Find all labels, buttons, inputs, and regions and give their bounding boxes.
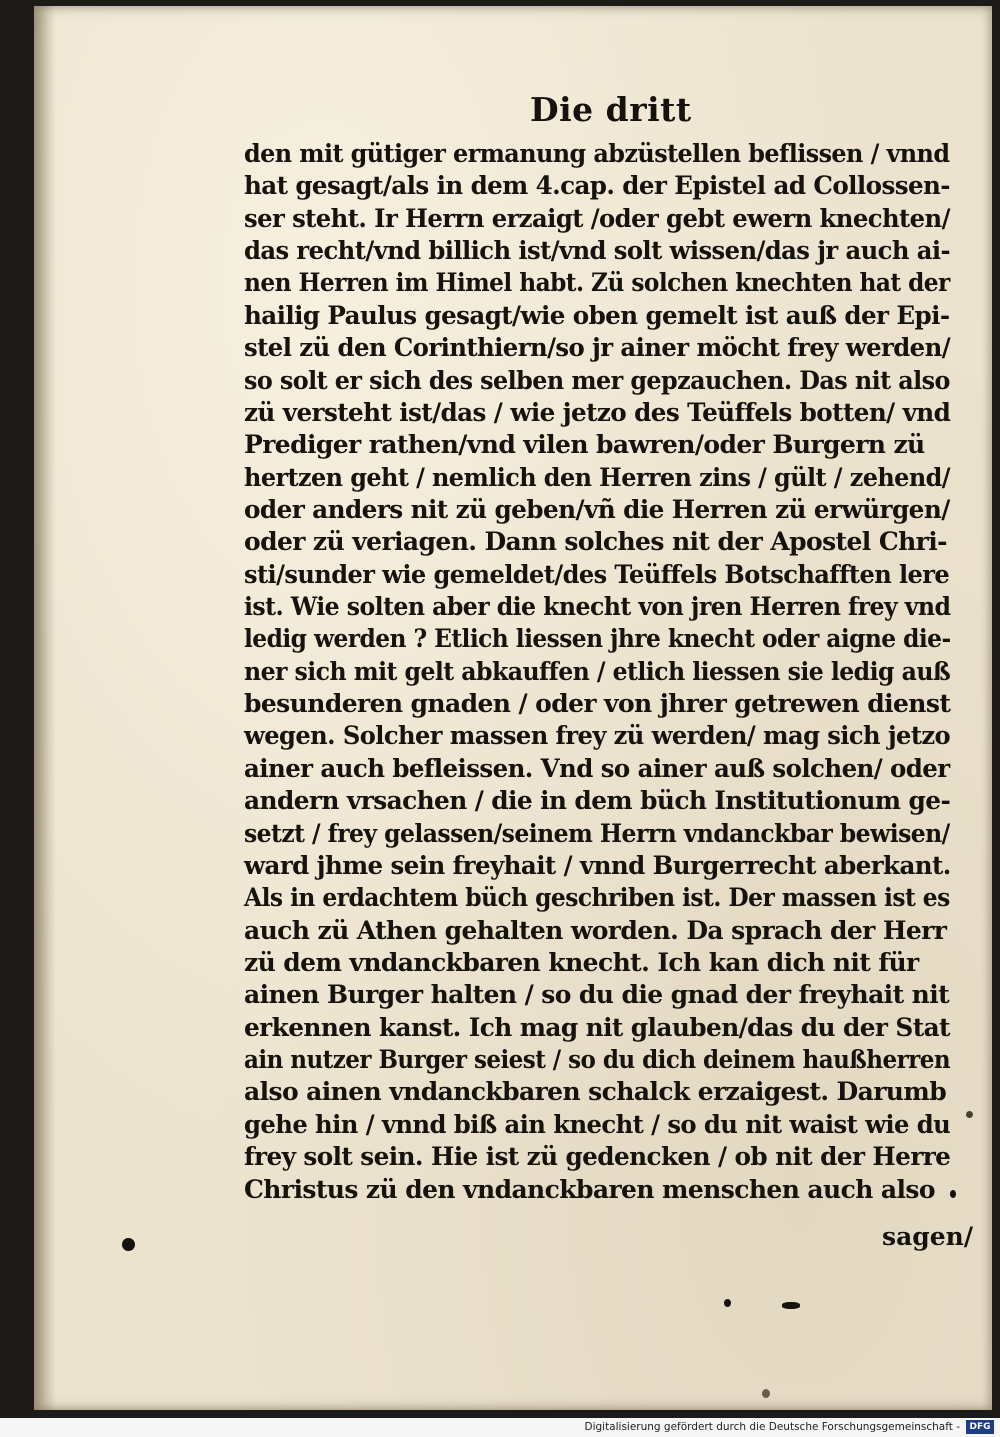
text-line: zü dem vndanckbaren knecht. Ich kan dich nit für: [244, 947, 919, 977]
text-line: stel zü den Corinthiern/so jr ainer möcht frey werden/: [244, 333, 951, 363]
text-line: hertzen geht / nemlich den Herren zins / gült / zehend/: [244, 462, 950, 492]
text-line: gehe hin / vnnd biß ain knecht / so du nit waist wie du: [244, 1109, 951, 1139]
text-line: oder zü veriagen. Dann solches nit der Apostel Chri-: [244, 527, 947, 557]
text-line: hailig Paulus gesagt/wie oben gemelt ist auß der Epi-: [244, 300, 950, 330]
text-line: wegen. Solcher massen frey zü werden/ mag sich jetzo: [244, 721, 951, 751]
body-text: [244, 138, 950, 1206]
running-head: Die dritt: [530, 90, 692, 129]
dfg-logo-icon: DFG: [966, 1420, 994, 1434]
ink-blot: [724, 1299, 731, 1307]
text-line: Als in erdachtem büch geschriben ist. Der massen ist es: [244, 883, 950, 913]
text-line: also ainen vndanckbaren schalck erzaigest. Darumb: [244, 1077, 947, 1107]
text-line: ser steht. Ir Herrn erzaigt /oder gebt ewern knechten/: [244, 203, 950, 233]
ink-blot: [762, 1389, 770, 1398]
text-line: nen Herren im Himel habt. Zü solchen knechten hat der: [244, 268, 950, 298]
text-line: ain nutzer Burger seiest / so du dich deinem haußherren: [244, 1045, 951, 1075]
text-line: oder anders nit zü geben/vñ die Herren zü erwürgen/: [244, 494, 950, 524]
text-line: ward jhme sein freyhait / vnnd Burgerrecht aberkant.: [244, 850, 951, 880]
book-page: [34, 6, 992, 1410]
text-line: sti/sunder wie gemeldet/des Teüffels Botschafften lere: [244, 559, 950, 589]
ink-blot: [966, 1111, 973, 1118]
text-line: ist. Wie solten aber die knecht von jren Herren frey vnd: [244, 592, 951, 622]
text-line: andern vrsachen / die in dem büch Institutionum ge-: [244, 786, 951, 816]
text-line: ainen Burger halten / so du die gnad der freyhait nit: [244, 980, 950, 1010]
text-line: Prediger rathen/vnd vilen bawren/oder Burgern zü: [244, 430, 925, 460]
text-line: erkennen kanst. Ich mag nit glauben/das du der Stat: [244, 1012, 950, 1042]
ink-blot: [950, 1190, 956, 1198]
text-line: frey solt sein. Hie ist zü gedencken / ob nit der Herre: [244, 1142, 951, 1172]
ink-blot: [782, 1302, 800, 1309]
text-line: den mit gütiger ermanung abzüstellen beflissen / vnnd: [244, 139, 950, 168]
text-line: ledig werden ? Etlich liessen jhre knecht oder aigne die-: [244, 624, 951, 654]
text-line: das recht/vnd billich ist/vnd solt wissen/das jr auch ai-: [244, 236, 950, 266]
text-line: besunderen gnaden / oder von jhrer getrewen dienst: [244, 689, 951, 719]
text-line: setzt / frey gelassen/seinem Herrn vndanckbar bewisen/: [244, 818, 950, 848]
text-line: auch zü Athen gehalten worden. Da sprach der Herr: [244, 915, 947, 945]
text-line: ainer auch befleissen. Vnd so ainer auß solchen/ oder: [244, 753, 950, 783]
text-line: so solt er sich des selben mer gepzauchen. Das nit also: [244, 365, 950, 395]
catchword: sagen/: [882, 1222, 973, 1251]
funding-credit: Digitalisierung gefördert durch die Deutsche Forschungsgemeinschaft -: [584, 1421, 960, 1433]
text-line: Christus zü den vndanckbaren menschen auch also: [244, 1174, 935, 1204]
text-line: zü versteht ist/das / wie jetzo des Teüffels botten/ vnd: [244, 397, 951, 427]
ink-blot: [122, 1238, 135, 1251]
text-line: hat gesagt/als in dem 4.cap. der Epistel ad Collossen-: [244, 171, 950, 201]
text-line: ner sich mit gelt abkauffen / etlich liessen sie ledig auß: [244, 656, 951, 686]
